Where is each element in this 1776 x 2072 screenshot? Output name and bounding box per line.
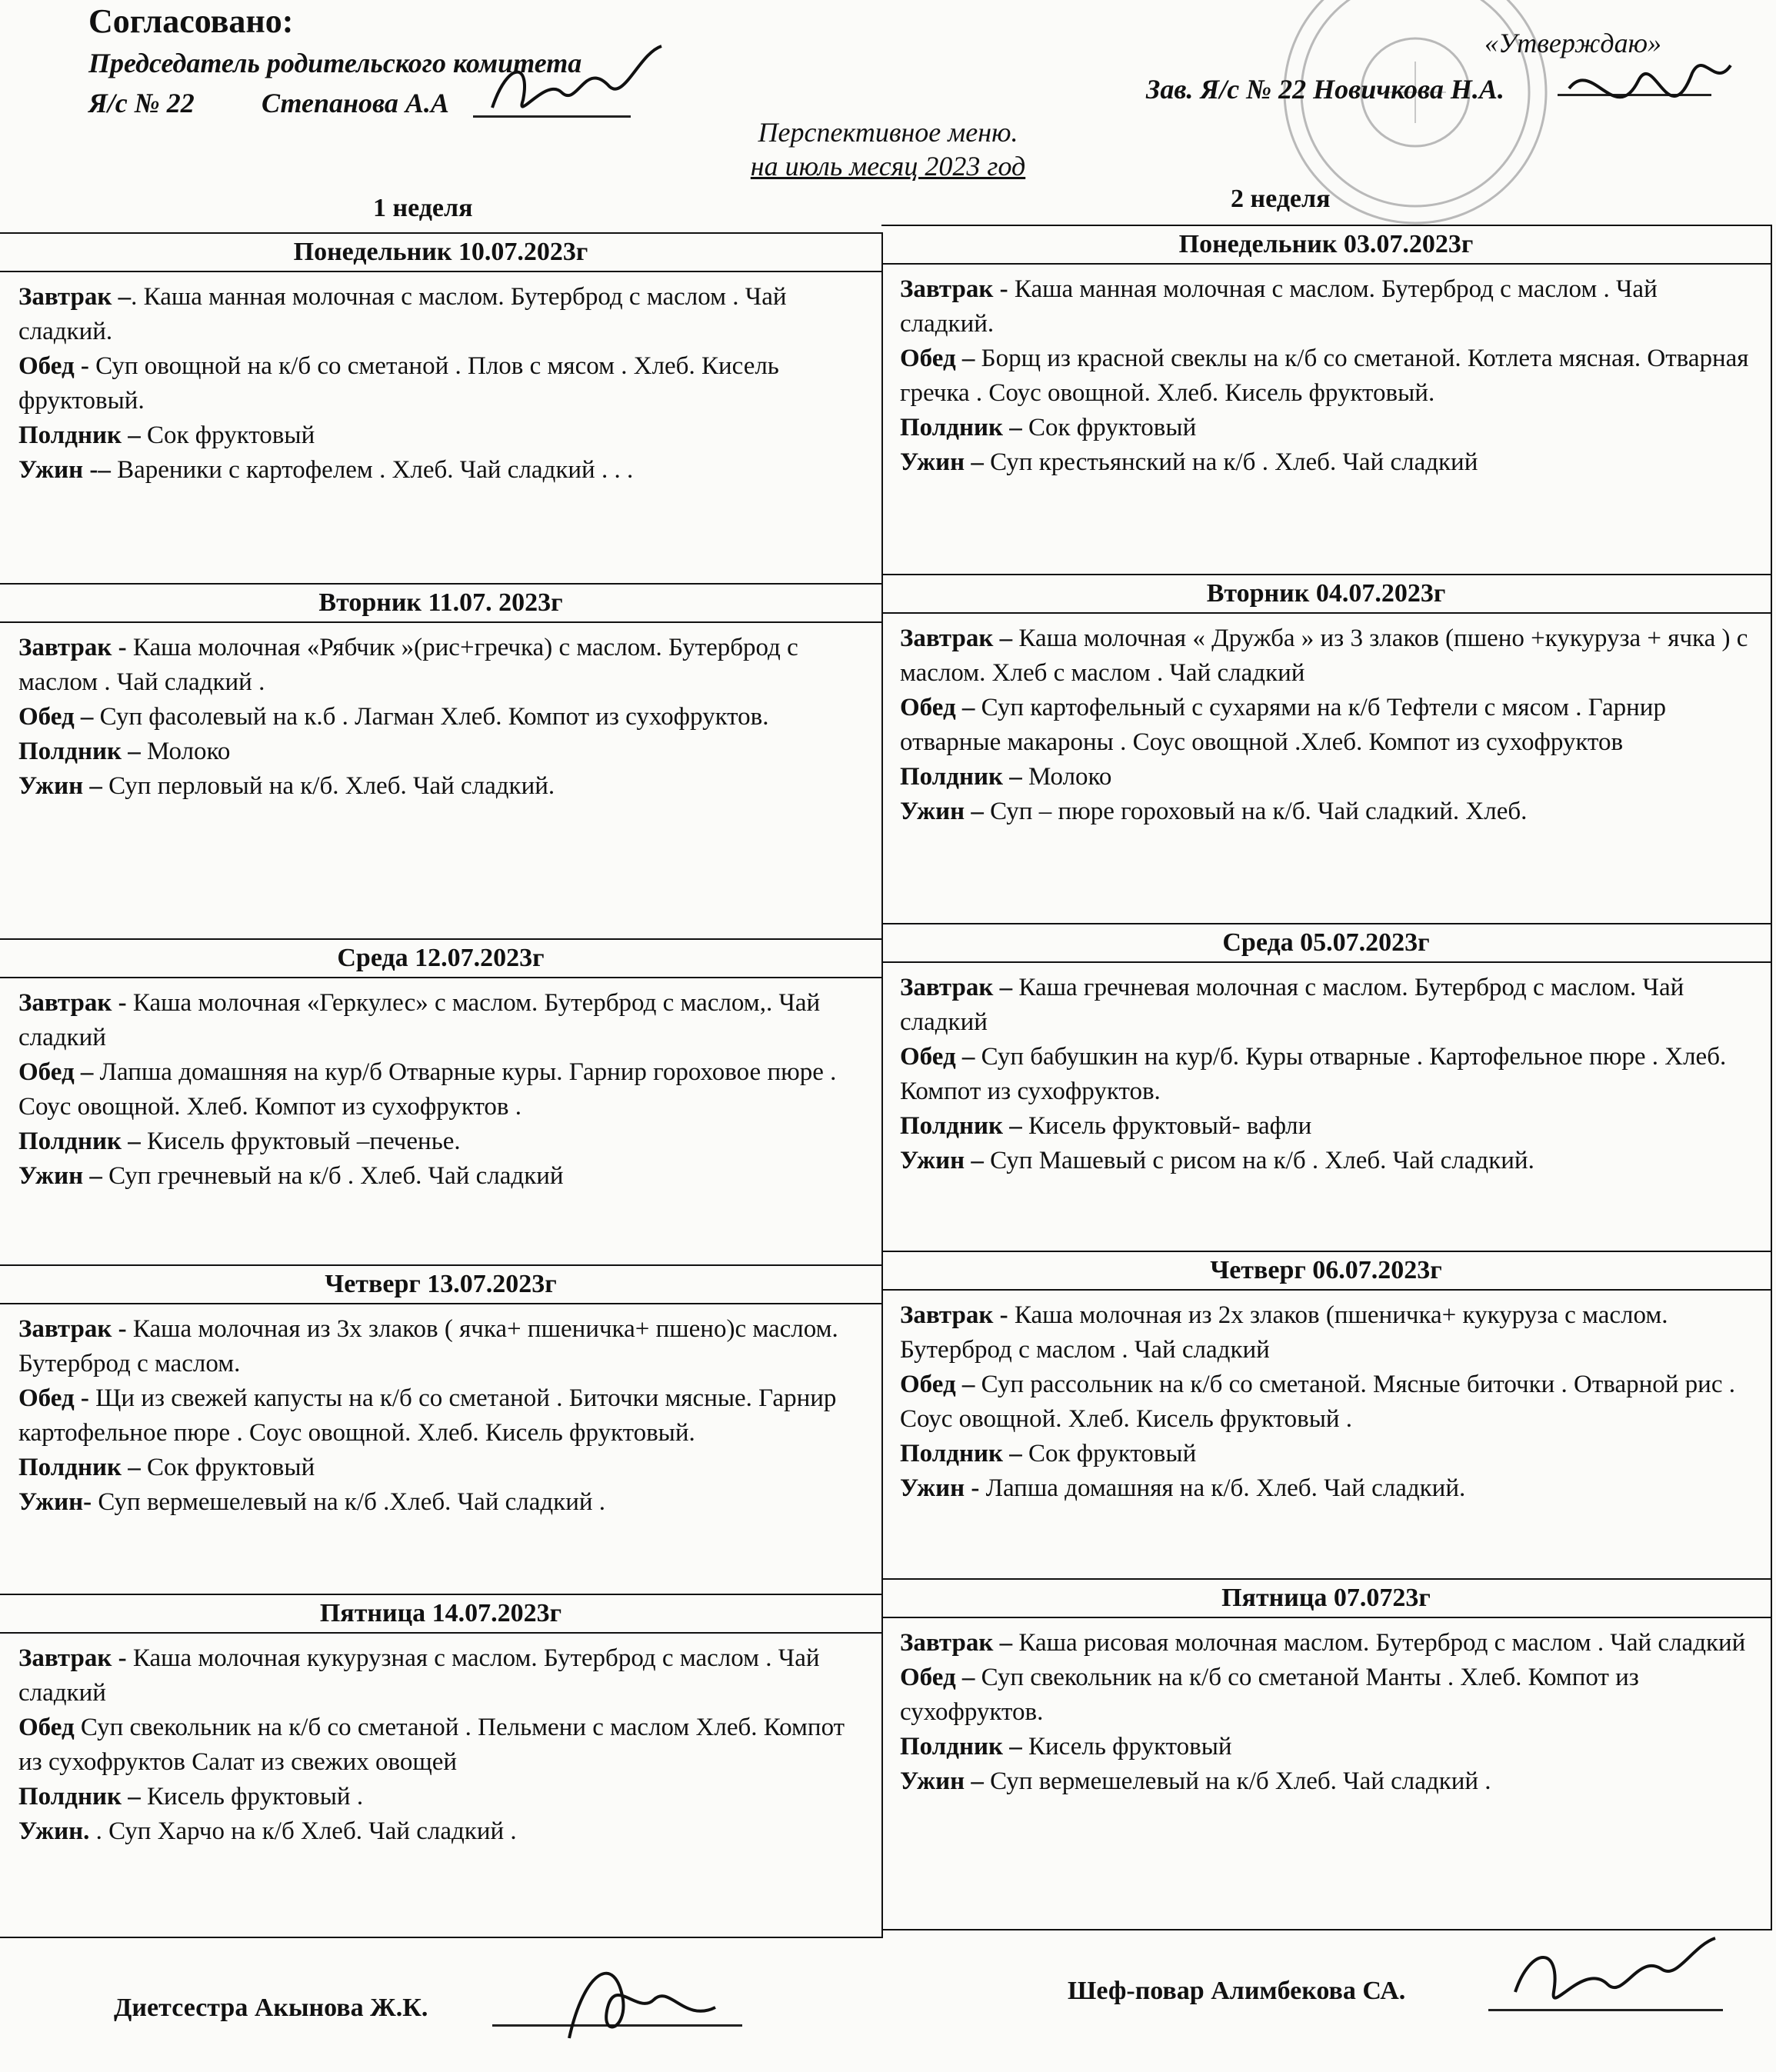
meal-text: . Суп Харчо на к/б Хлеб. Чай сладкий . bbox=[89, 1817, 517, 1845]
meal-line bbox=[18, 1814, 868, 1849]
meal-label: Завтрак – bbox=[900, 1629, 1013, 1657]
day-title: Пятница 14.07.2023г bbox=[0, 1595, 881, 1634]
kindergarten-number: Я/с № 22 bbox=[88, 88, 195, 118]
meal-label: Полдник – bbox=[900, 1440, 1022, 1467]
meal-line bbox=[900, 1661, 1757, 1730]
day-cell bbox=[881, 226, 1771, 575]
meal-text: Молоко bbox=[1021, 763, 1112, 791]
meal-line bbox=[900, 1626, 1757, 1661]
meal-label: Ужин – bbox=[900, 1147, 984, 1174]
meal-line bbox=[18, 769, 868, 804]
dietitian-label: Диетсестра Акынова Ж.К. bbox=[114, 1994, 428, 2022]
meal-line bbox=[18, 1485, 868, 1520]
meal-text: Кисель фруктовый- вафли bbox=[1021, 1112, 1312, 1140]
meal-text: Суп свекольник на к/б со сметаной Манты . Хлеб. Компот из сухофруктов. bbox=[900, 1664, 1639, 1726]
chair-title: Председатель родительского комитета bbox=[88, 48, 582, 78]
day-cell bbox=[0, 585, 881, 940]
day-cell bbox=[0, 1266, 881, 1595]
meal-line bbox=[18, 349, 868, 418]
meal-text: Молоко bbox=[140, 738, 231, 765]
day-title: Пятница 07.0723г bbox=[881, 1580, 1771, 1618]
meal-line bbox=[900, 1471, 1757, 1506]
meal-line bbox=[18, 1124, 868, 1159]
meal-line bbox=[18, 1055, 868, 1124]
week1-heading: 1 неделя bbox=[373, 194, 473, 222]
meal-line bbox=[18, 631, 868, 700]
meal-text: Каша молочная кукурузная с маслом. Бутерброд с маслом . Чай сладкий bbox=[18, 1644, 820, 1707]
meal-text: Кисель фруктовый –печенье. bbox=[140, 1128, 461, 1155]
meal-line bbox=[18, 1159, 868, 1194]
day-title: Понедельник 03.07.2023г bbox=[881, 226, 1771, 265]
meal-text: Суп Машевый с рисом на к/б . Хлеб. Чай сладкий. bbox=[983, 1147, 1534, 1174]
meal-label: Завтрак - bbox=[18, 989, 127, 1017]
meal-label: Обед – bbox=[900, 345, 975, 372]
meal-label: Полдник – bbox=[18, 1454, 141, 1481]
meal-text: Каша молочная из 3х злаков ( ячка+ пшеничка+ пшено)с маслом. Бутерброд с маслом. bbox=[18, 1315, 838, 1377]
meal-line bbox=[18, 700, 868, 735]
meal-line bbox=[900, 1298, 1757, 1367]
meal-label: Ужин- bbox=[18, 1488, 92, 1516]
meal-line bbox=[18, 1381, 868, 1451]
meal-label: Обед – bbox=[900, 1664, 975, 1691]
meal-line bbox=[900, 1367, 1757, 1437]
meal-text: Лапша домашняя на кур/б Отварные куры. Гарнир гороховое пюре . Соус овощной. Хлеб. Компот из сухофруктов . bbox=[18, 1058, 837, 1121]
day-menu bbox=[881, 963, 1771, 1178]
meal-label: Обед - bbox=[18, 352, 89, 380]
day-menu bbox=[881, 1291, 1771, 1506]
meal-line bbox=[900, 971, 1757, 1040]
day-title: Среда 12.07.2023г bbox=[0, 940, 881, 978]
day-menu bbox=[881, 265, 1771, 480]
day-cell bbox=[881, 1252, 1771, 1580]
day-menu bbox=[0, 1304, 881, 1520]
week2-heading: 2 неделя bbox=[1231, 185, 1331, 213]
day-cell bbox=[0, 234, 881, 585]
meal-text: Суп гречневый на к/б . Хлеб. Чай сладкий bbox=[102, 1162, 564, 1190]
meal-line bbox=[18, 418, 868, 453]
day-menu bbox=[0, 272, 881, 488]
meal-label: Ужин – bbox=[900, 1767, 984, 1795]
meal-text: Каша молочная « Дружба » из 3 злаков (пшено +кукуруза + ячка ) с маслом. Хлеб с маслом . Чай сладкий bbox=[900, 625, 1748, 687]
meal-text: Суп картофельный с сухарями на к/б Тефтели с мясом . Гарнир отварные макароны . Соус овощной .Хлеб. Компот из сухофруктов bbox=[900, 694, 1666, 756]
day-menu bbox=[881, 614, 1771, 829]
meal-label: Обед – bbox=[900, 694, 975, 721]
meal-line bbox=[18, 280, 868, 349]
meal-line bbox=[18, 1312, 868, 1381]
meal-line bbox=[18, 1451, 868, 1485]
meal-label: Обед – bbox=[900, 1043, 975, 1071]
meal-text: Каша молочная «Рябчик »(рис+гречка) с маслом. Бутерброд с маслом . Чай сладкий . bbox=[18, 634, 798, 696]
meal-text: Кисель фруктовый bbox=[1021, 1733, 1232, 1761]
menu-subtitle: на июль месяц 2023 год bbox=[750, 151, 1026, 182]
day-cell bbox=[881, 924, 1771, 1252]
meal-label: Обед – bbox=[18, 1058, 94, 1086]
meal-label: Обед – bbox=[18, 703, 94, 731]
meal-label: Полдник – bbox=[18, 1128, 141, 1155]
meal-label: Полдник – bbox=[18, 421, 141, 449]
meal-label: Полдник – bbox=[18, 1783, 141, 1811]
meal-label: Ужин - bbox=[900, 1474, 980, 1502]
meal-line bbox=[18, 1780, 868, 1814]
meal-label: Ужин. bbox=[18, 1817, 90, 1845]
meal-line bbox=[900, 1437, 1757, 1471]
week1-table bbox=[0, 232, 883, 1938]
meal-label: Ужин – bbox=[18, 772, 102, 800]
meal-text: Борщ из красной свеклы на к/б со сметаной. Котлета мясная. Отварная гречка . Соус овощной. Хлеб. Кисель фруктовый. bbox=[900, 345, 1749, 407]
meal-label: Ужин – bbox=[900, 798, 984, 825]
day-cell bbox=[0, 1595, 881, 1938]
meal-label: Завтрак – bbox=[900, 625, 1013, 652]
meal-label: Обед - bbox=[18, 1384, 89, 1412]
meal-line bbox=[18, 735, 868, 769]
meal-line bbox=[900, 1144, 1757, 1178]
meal-line bbox=[900, 621, 1757, 691]
meal-text: Сок фруктовый bbox=[140, 421, 315, 449]
meal-text: Сок фруктовый bbox=[1021, 414, 1197, 441]
chef-label: Шеф-повар Алимбекова СА. bbox=[1068, 1977, 1406, 2005]
meal-label: Завтрак - bbox=[900, 1301, 1008, 1329]
meal-label: Обед bbox=[18, 1714, 75, 1741]
meal-text: Суп – пюре гороховый на к/б. Чай сладкий. Хлеб. bbox=[983, 798, 1528, 825]
meal-label: Завтрак – bbox=[900, 974, 1013, 1001]
meal-line bbox=[900, 691, 1757, 760]
day-title: Четверг 06.07.2023г bbox=[881, 1252, 1771, 1291]
meal-text: Кисель фруктовый . bbox=[140, 1783, 364, 1811]
meal-text: Суп крестьянский на к/б . Хлеб. Чай сладкий bbox=[983, 448, 1478, 476]
approve-heading: «Утверждаю» bbox=[1484, 28, 1662, 58]
meal-text: Сок фруктовый bbox=[140, 1454, 315, 1481]
meal-text: Каша молочная «Геркулес» с маслом. Бутерброд с маслом,. Чай сладкий bbox=[18, 989, 821, 1051]
meal-text: Суп свекольник на к/б со сметаной . Пельмени с маслом Хлеб. Компот из сухофруктов Салат из свежих овощей bbox=[18, 1714, 845, 1776]
meal-line bbox=[900, 341, 1757, 411]
chair-name: Степанова А.А bbox=[262, 88, 449, 118]
meal-label: Полдник – bbox=[900, 1112, 1022, 1140]
day-title: Четверг 13.07.2023г bbox=[0, 1266, 881, 1304]
day-menu bbox=[0, 1634, 881, 1849]
meal-text: Суп вермешелевый на к/б Хлеб. Чай сладкий . bbox=[983, 1767, 1491, 1795]
meal-text: Вареники с картофелем . Хлеб. Чай сладкий . . . bbox=[110, 456, 634, 484]
day-title: Вторник 04.07.2023г bbox=[881, 575, 1771, 614]
meal-label: Обед – bbox=[900, 1371, 975, 1398]
meal-text: Суп вермешелевый на к/б .Хлеб. Чай сладкий . bbox=[92, 1488, 606, 1516]
meal-text: Каша гречневая молочная с маслом. Бутерброд с маслом. Чай сладкий bbox=[900, 974, 1684, 1036]
meal-line bbox=[900, 1109, 1757, 1144]
meal-line bbox=[18, 453, 868, 488]
day-title: Понедельник 10.07.2023г bbox=[0, 234, 881, 272]
menu-title-block bbox=[0, 115, 1776, 183]
menu-title: Перспективное меню. bbox=[758, 117, 1018, 148]
meal-line bbox=[900, 272, 1757, 341]
meal-label: Ужин – bbox=[900, 448, 984, 476]
meal-label: Ужин – bbox=[18, 1162, 102, 1190]
meal-text: Каша молочная из 2х злаков (пшеничка+ кукуруза с маслом. Бутерброд с маслом . Чай сладкий bbox=[900, 1301, 1668, 1364]
meal-text: . Каша манная молочная с маслом. Бутерброд с маслом . Чай сладкий. bbox=[18, 283, 787, 345]
day-cell bbox=[881, 575, 1771, 924]
day-cell bbox=[0, 940, 881, 1266]
meal-label: Завтрак - bbox=[900, 275, 1008, 303]
head-of-kindergarten: Зав. Я/с № 22 Новичкова Н.А. bbox=[1146, 74, 1504, 105]
meal-text: Суп перловый на к/б. Хлеб. Чай сладкий. bbox=[102, 772, 555, 800]
meal-line bbox=[900, 1764, 1757, 1799]
meal-text: Щи из свежей капусты на к/б со сметаной . Биточки мясные. Гарнир картофельное пюре . Соус овощной. Хлеб. Кисель фруктовый. bbox=[18, 1384, 837, 1447]
meal-text: Суп бабушкин на кур/б. Куры отварные . Картофельное пюре . Хлеб. Компот из сухофруктов. bbox=[900, 1043, 1727, 1105]
meal-line bbox=[18, 1711, 868, 1780]
meal-line bbox=[900, 1730, 1757, 1764]
meal-label: Завтрак - bbox=[18, 1315, 127, 1343]
week2-table bbox=[881, 225, 1772, 1930]
meal-line bbox=[900, 760, 1757, 794]
meal-label: Завтрак - bbox=[18, 1644, 127, 1672]
meal-line bbox=[900, 411, 1757, 445]
day-title: Вторник 11.07. 2023г bbox=[0, 585, 881, 623]
meal-label: Завтрак – bbox=[18, 283, 132, 311]
meal-text: Сок фруктовый bbox=[1021, 1440, 1197, 1467]
meal-label: Полдник – bbox=[900, 414, 1022, 441]
meal-label: Завтрак - bbox=[18, 634, 127, 661]
meal-line bbox=[900, 794, 1757, 829]
day-menu bbox=[0, 978, 881, 1194]
meal-line bbox=[900, 445, 1757, 480]
meal-text: Суп овощной на к/б со сметаной . Плов с мясом . Хлеб. Кисель фруктовый. bbox=[18, 352, 779, 415]
meal-line bbox=[18, 1641, 868, 1711]
meal-label: Полдник – bbox=[900, 1733, 1022, 1761]
meal-text: Каша рисовая молочная маслом. Бутерброд с маслом . Чай сладкий bbox=[1012, 1629, 1746, 1657]
day-title: Среда 05.07.2023г bbox=[881, 924, 1771, 963]
meal-line bbox=[900, 1040, 1757, 1109]
day-menu bbox=[0, 623, 881, 804]
meal-line bbox=[18, 986, 868, 1055]
day-menu bbox=[881, 1618, 1771, 1799]
meal-text: Суп рассольник на к/б со сметаной. Мясные биточки . Отварной рис . Соус овощной. Хлеб. Кисель фруктовый . bbox=[900, 1371, 1735, 1433]
day-cell bbox=[881, 1580, 1771, 1930]
meal-label: Ужин -– bbox=[18, 456, 111, 484]
meal-label: Полдник – bbox=[18, 738, 141, 765]
signature-dietitian-icon bbox=[538, 1954, 738, 2054]
meal-text: Каша манная молочная с маслом. Бутерброд с маслом . Чай сладкий. bbox=[900, 275, 1658, 338]
meal-label: Полдник – bbox=[900, 763, 1022, 791]
signature-chef-icon bbox=[1508, 1930, 1723, 2030]
meal-text: Суп фасолевый на к.б . Лагман Хлеб. Компот из сухофруктов. bbox=[93, 703, 769, 731]
meal-text: Лапша домашняя на к/б. Хлеб. Чай сладкий. bbox=[979, 1474, 1466, 1502]
agreed-heading: Согласовано: bbox=[88, 2, 294, 40]
